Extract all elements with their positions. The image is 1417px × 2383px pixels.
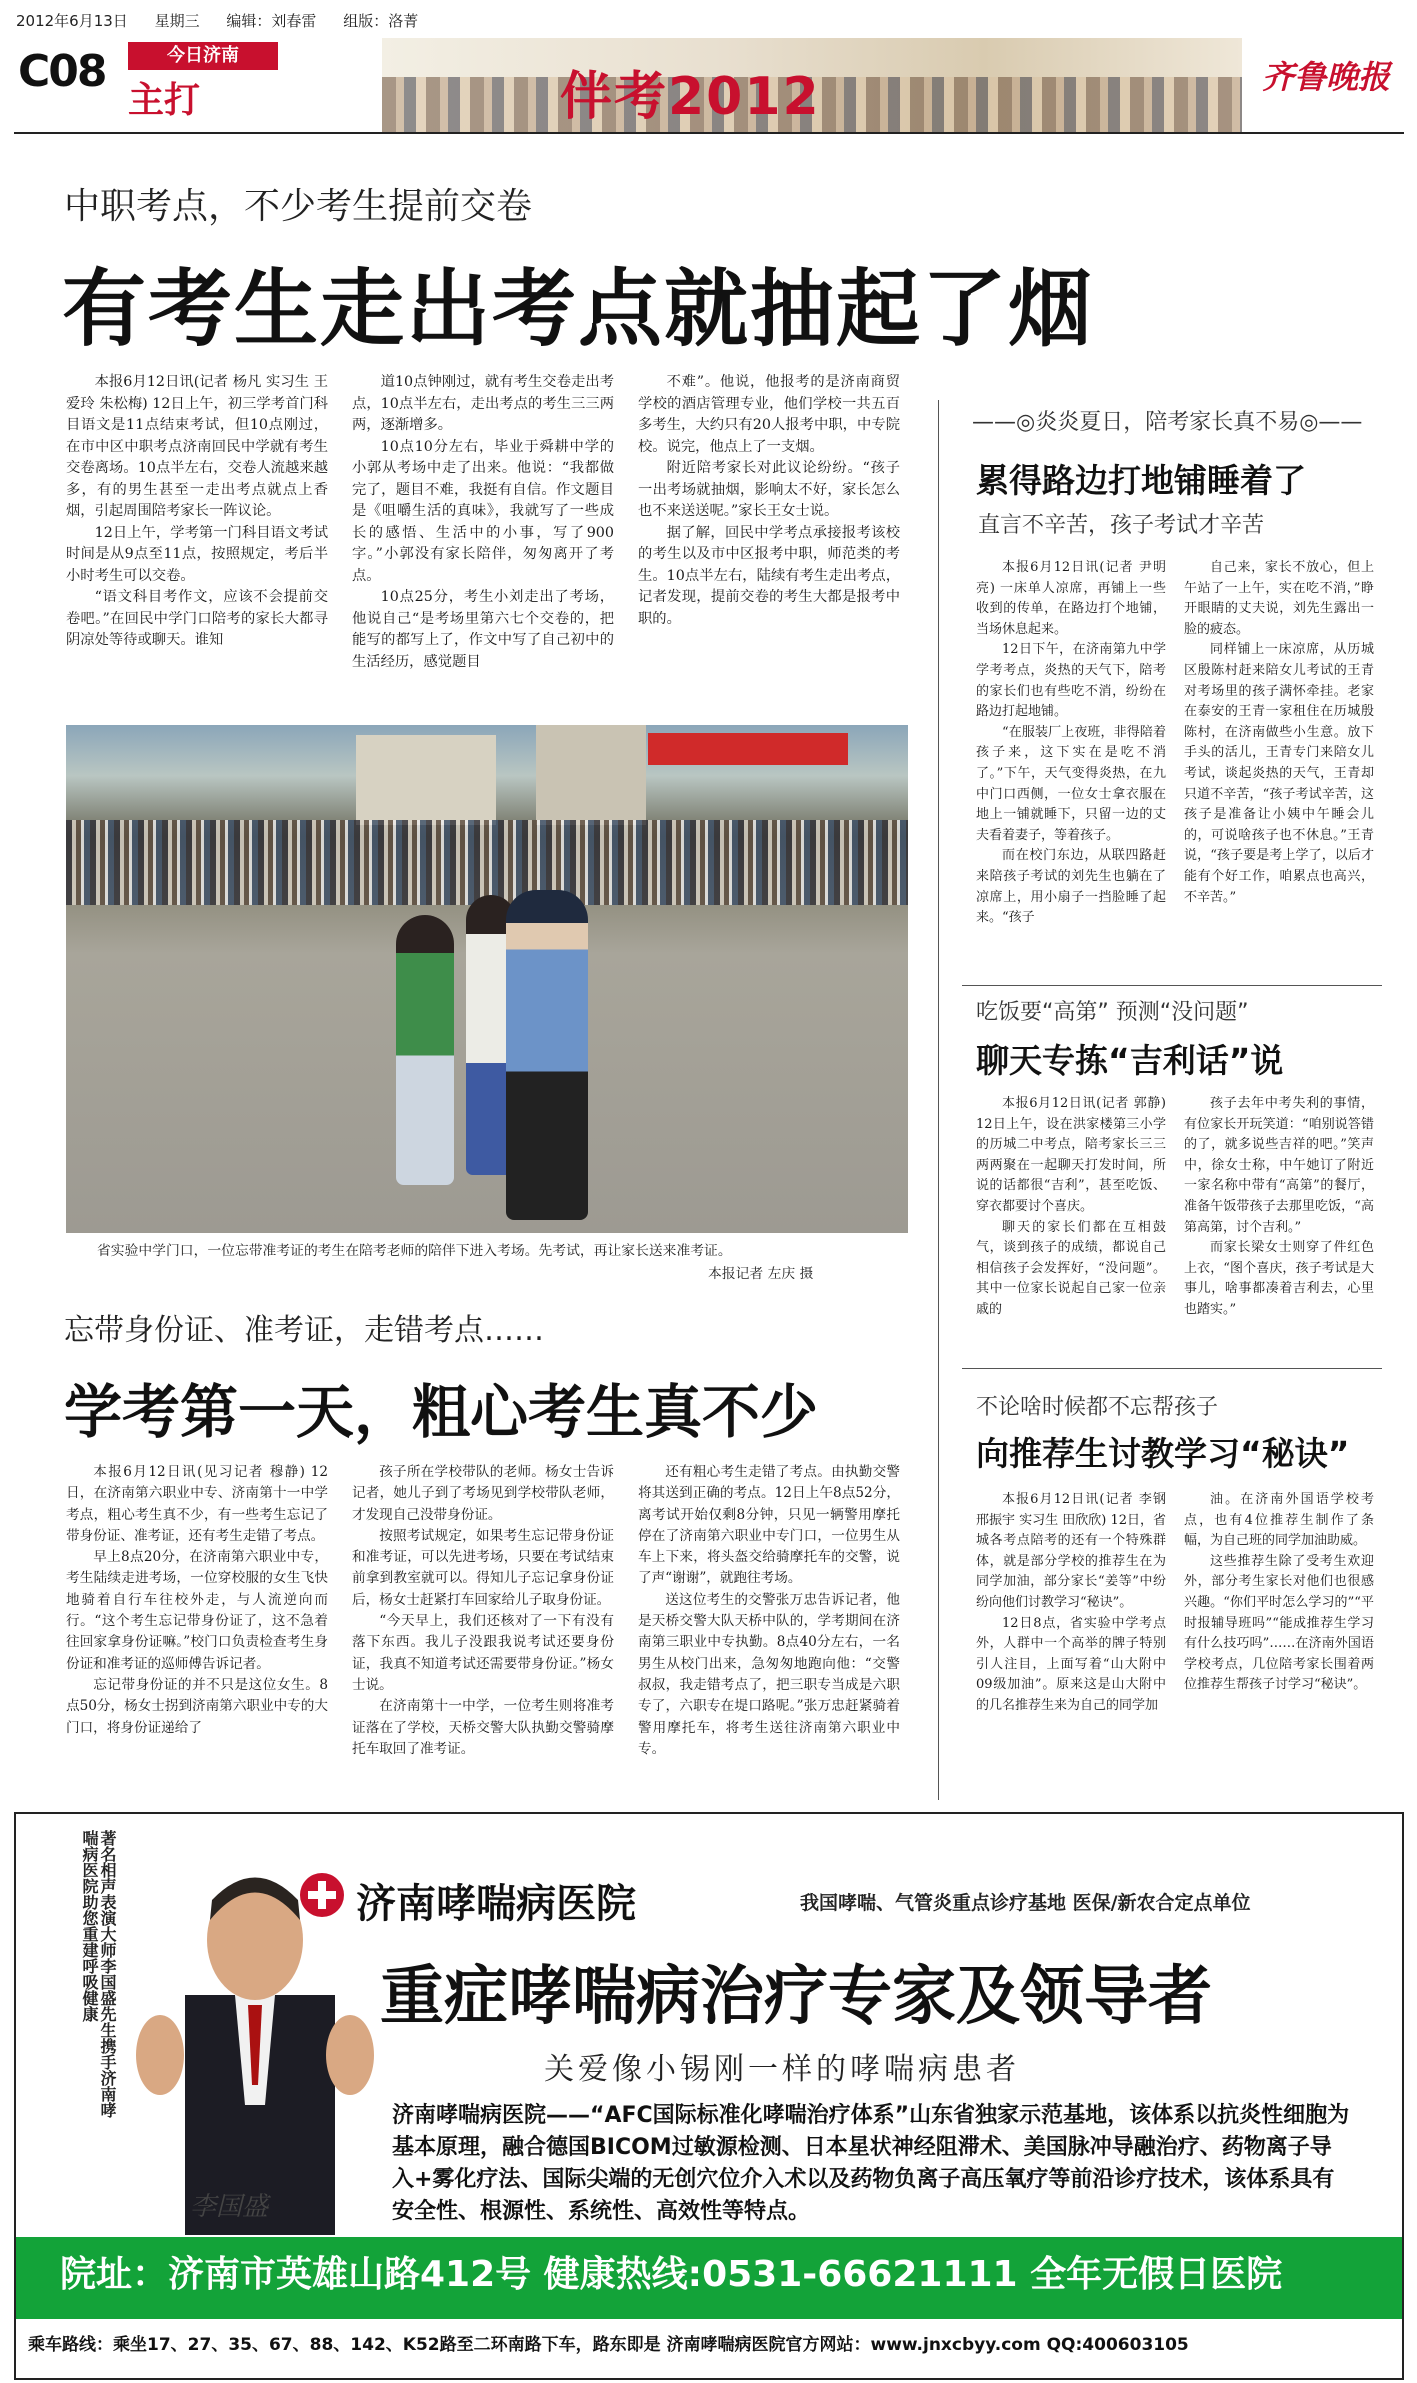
right1-subheadline: 直言不辛苦，孩子考试才辛苦	[978, 513, 1265, 538]
paragraph: 孩子去年中考失利的事情，有位家长开玩笑道：“咱别说答错的了，就多说些吉祥的吧。”笑声中，徐女士称，中午她订了附近一家名称中带有“高第”的餐厅，准备午饭带孩子去那里吃饭，“高第高第，讨个吉利。”	[1184, 1096, 1374, 1235]
photo-building	[356, 735, 496, 825]
paragraph: 聊天的家长们都在互相鼓气，谈到孩子的成绩，都说自己相信孩子会发挥好，“没问题”。其中一位家长说起自己家一位亲戚的	[976, 1219, 1166, 1317]
second-column-3	[638, 1462, 900, 1792]
right2-column-1	[976, 1094, 1166, 1359]
paragraph: 送这位考生的交警张万忠告诉记者，他是天桥交警大队天桥中队的，学考期间在济南第三职业中专执勤。8点40分左右，一名男生从校门出来，急匆匆地跑向他：“交警叔叔，我走错考点了，把三职专当成是六职专了，六职专在堤口路呢。”张万忠赶紧骑着警用摩托车，将考生送往济南第六职业中专。	[638, 1591, 900, 1757]
news-photo	[66, 725, 908, 1233]
red-cross-icon	[300, 1873, 344, 1917]
photo-girl	[396, 915, 454, 1185]
column-divider	[938, 400, 939, 1800]
page-number: C08	[18, 46, 106, 97]
photo-banner	[648, 733, 848, 765]
paragraph: 自己来，家长不放心，但上午站了一上午，实在吃不消，”睁开眼睛的丈夫说，刘先生露出一脸的疲态。	[1184, 560, 1374, 637]
issue-date: 2012年6月13日	[16, 12, 128, 30]
lead-column-2	[352, 372, 614, 692]
paragraph: 本报6月12日讯(记者 尹明亮) 一床单人凉席，再铺上一些收到的传单，在路边打个地铺，当场休息起来。	[976, 560, 1166, 637]
right3-column-2	[1184, 1490, 1374, 1795]
lead-column-1	[66, 372, 328, 692]
ad-subheadline: 关爱像小锡刚一样的哮喘病患者	[544, 2052, 1020, 2087]
paragraph: 本报6月12日讯(见习记者 穆静) 12日，在济南第六职业中专、济南第十一中学考点，粗心考生真不少，有一些考生忘记了带身份证、准考证，还有考生走错了考点。	[66, 1464, 328, 1544]
paragraph: 按照考试规定，如果考生忘记带身份证和准考证，可以先进考场，只要在考试结束前拿到教室就可以。得知儿子忘记拿身份证后，杨女士赶紧打车回家给儿子取身份证。	[352, 1527, 614, 1608]
paragraph: 10点10分左右，毕业于舜耕中学的小郭从考场中走了出来。他说：“我都做完了，题目不难，我挺有自信。作文题目是《咀嚼生活的真味》，我就写了一些成长的感悟、生活中的小事，写了900字。”小郭没有家长陪伴，匆匆离开了考点。	[352, 438, 614, 584]
second-headline: 学考第一天，粗心考生真不少	[64, 1378, 819, 1446]
photo-credit: 本报记者 左庆 摄	[708, 1266, 814, 1282]
section-tag: 今日济南	[128, 42, 278, 70]
ad-vertical-text: 著名相声表演大师李国盛先生携手济南哮喘病医院助您重建呼吸健康	[80, 1830, 117, 2118]
issue-editor: 编辑：刘春雷	[226, 12, 317, 30]
right3-kicker: 不论啥时候都不忘帮孩子	[976, 1395, 1219, 1420]
banner-title: 伴考2012	[560, 67, 821, 127]
right3-column-1	[976, 1490, 1166, 1795]
ad-address-text: 院址：济南市英雄山路412号 健康热线:0531-66621111 全年无假日医院	[60, 2254, 1283, 2295]
paragraph: 不难”。他说，他报考的是济南商贸学校的酒店管理专业，他们学校一共五百多考生，大约只有20人报考中职，中专院校。说完，他点上了一支烟。	[638, 374, 900, 455]
ad-footer: 乘车路线：乘坐17、27、35、67、88、142、K52路至二环南路下车，路东即是 济南哮喘病医院官方网站：www.jnxcbyy.com QQ:400603105	[28, 2335, 1189, 2355]
ad-hospital-name: 济南哮喘病医院	[356, 1881, 636, 1927]
paragraph: 同样铺上一床凉席，从历城区殷陈村赶来陪女儿考试的王青对考场里的孩子满怀牵挂。老家在泰安的王青一家租住在历城殷陈村，在济南做些小生意。放下手头的活儿，王青专门来陪女儿考试，谈起炎热的天气，王青却只道不辛苦，“孩子考试辛苦，这孩子是准备让小姨中午睡会儿的，可说啥孩子也不休息。”王青说，“孩子要是考上学了，以后才能有个好工作，咱累点也高兴，不辛苦。”	[1184, 642, 1374, 905]
doctor-portrait	[130, 1845, 380, 2235]
second-kicker: 忘带身份证、准考证，走错考点……	[64, 1313, 544, 1348]
ad-body: 济南哮喘病医院——“AFC国际标准化哮喘治疗体系”山东省独家示范基地，该体系以抗炎性细胞为基本原理，融合德国BICOM过敏源检测、日本星状神经阻滞术、美国脉冲导融治疗、药物离子导入+雾化疗法、国际尖端的无创穴位介入术以及药物负离子高压氧疗等前沿诊疗技术，该体系具有安全性、根源性、系统性、高效性等特点。	[392, 2103, 1350, 2224]
right1-kicker: ——◎炎炎夏日，陪考家长真不易◎——	[972, 410, 1363, 435]
paragraph: 12日下午，在济南第九中学学考考点，炎热的天气下，陪考的家长们也有些吃不消，纷纷在路边打起地铺。	[976, 642, 1166, 720]
photo-police	[506, 890, 588, 1220]
paragraph: 12日上午，学考第一门科目语文考试时间是从9点至11点，按照规定，考后半小时考生可以交卷。	[66, 524, 328, 584]
photo-crowd	[66, 820, 908, 905]
paragraph: 道10点钟刚过，就有考生交卷走出考点，10点半左右，走出考点的考生三三两两，逐渐增多。	[352, 374, 614, 433]
paragraph: 而在校门东边，从联四路赶来陪孩子考试的刘先生也躺在了凉席上，用小扇子一挡脸睡了起来。“孩子	[976, 848, 1166, 926]
paragraph: 10点25分，考生小刘走出了考场，他说自己“是考场里第六七个交卷的，把能写的都写上了，作文中写了自己初中的生活经历，感觉题目	[352, 589, 614, 670]
second-column-2	[352, 1462, 614, 1792]
right1-headline: 累得路边打地铺睡着了	[976, 461, 1306, 500]
photo-caption: 省实验中学门口，一位忘带准考证的考生在陪考老师的陪伴下进入考场。先考试，再让家长送来准考证。	[97, 1243, 732, 1259]
paragraph: 油。在济南外国语学校考点，也有4位推荐生制作了条幅，为自己班的同学加油助威。	[1184, 1492, 1374, 1549]
paragraph: “语文科目考作文，应该不会提前交卷吧。”在回民中学门口陪考的家长大都寻阴凉处等待或聊天。谁知	[66, 589, 328, 648]
paragraph: 据了解，回民中学考点承接报考该校的考生以及市中区报考中职，师范类的考生。10点半左右，陆续有考生走出考点，记者发现，提前交卷的考生大都是报考中职的。	[638, 524, 900, 627]
page-meta	[16, 10, 440, 31]
lead-kicker: 中职考点，不少考生提前交卷	[64, 186, 533, 227]
paragraph: 忘记带身份证的并不只是这位女生。8点50分，杨女士拐到济南第六职业中专的大门口，将身份证递给了	[66, 1676, 328, 1736]
paragraph: 12日8点，省实验中学考点外，人群中一个高举的牌子特别引人注目，上面写着“山大附中09级加油”。原来这是山大附中的几名推荐生来为自己的同学加	[976, 1615, 1166, 1713]
ad-tagline: 我国哮喘、气管炎重点诊疗基地 医保/新农合定点单位	[800, 1892, 1251, 1914]
paragraph: 附近陪考家长对此议论纷纷。“孩子一出考场就抽烟，影响太不好，家长怎么也不来送送呢。”家长王女士说。	[638, 460, 900, 519]
paragraph: 在济南第十一中学，一位考生则将准考证落在了学校，天桥交警大队执勤交警骑摩托车取回了准考证。	[352, 1698, 614, 1757]
paragraph: 还有粗心考生走错了考点。由执勤交警将其送到正确的考点。12日上午8点52分，离考试开始仅剩8分钟，只见一辆警用摩托停在了济南第六职业中专门口，一位男生从车上下来，将头盔交给骑摩托车的交警，说了声“谢谢”，就跑往考场。	[638, 1464, 900, 1587]
portrait-signature: 李国盛	[190, 2192, 269, 2222]
lead-column-3	[638, 372, 900, 692]
paragraph: 这些推荐生除了受考生欢迎外，部分考生家长对他们也很感兴趣。“你们平时怎么学习的”“平时报辅导班吗”“能成推荐生学习有什么技巧吗”……在济南外国语学校考点，几位陪考家长围着两位推荐生帮孩子讨学习“秘诀”。	[1184, 1553, 1374, 1693]
section-divider	[962, 985, 1382, 986]
section-name: 主打	[128, 80, 201, 121]
issue-layout: 组版：洛菁	[343, 12, 419, 30]
issue-weekday: 星期三	[154, 12, 200, 30]
right2-kicker: 吃饭要“高第” 预测“没问题”	[976, 1000, 1249, 1025]
section-divider	[962, 1368, 1382, 1369]
right2-column-2	[1184, 1094, 1374, 1359]
paragraph: 而家长梁女士则穿了件红色上衣，“图个喜庆，孩子考试是大事儿，啥事都凑着吉利去，心里也踏实。”	[1184, 1240, 1374, 1317]
photo-building	[536, 725, 646, 825]
right1-column-1	[976, 558, 1166, 978]
lead-headline: 有考生走出考点就抽起了烟	[62, 260, 1095, 358]
paragraph: 本报6月12日讯(记者 李钢 邢振宇 实习生 田欣欣) 12日，省城各考点陪考的还有一个特殊群体，就是部分学校的推荐生在为同学加油，部分家长“姜等”中纷纷向他们讨教学习“秘诀”。	[976, 1492, 1166, 1610]
second-column-1	[66, 1462, 328, 1792]
right1-column-2	[1184, 558, 1374, 978]
portrait-thumb-right	[326, 2015, 374, 2095]
paragraph: 孩子所在学校带队的老师。杨女士告诉记者，她儿子到了考场见到学校带队老师，才发现自己没带身份证。	[352, 1464, 614, 1523]
masthead-logo: 齐鲁晚报	[1262, 58, 1391, 96]
portrait-thumb-left	[136, 2015, 184, 2095]
paragraph: “今天早上，我们还核对了一下有没有落下东西。我儿子没跟我说考试还要身份证，我真不知道考试还需要带身份证。”杨女士说。	[352, 1613, 614, 1693]
right2-headline: 聊天专拣“吉利话”说	[976, 1041, 1284, 1080]
paragraph: 本报6月12日讯(记者 杨凡 实习生 王爱玲 朱松梅) 12日上午，初三学考首门科目语文是11点结束考试，但10点刚过，在市中区中职考点济南回民中学就有考生交卷离场。10点半左右，交卷人流越来越多，有的男生甚至一走出考点就点上香烟，引起周围陪考家长一阵议论。	[66, 374, 328, 519]
paragraph: “在服装厂上夜班，非得陪着孩子来，这下实在是吃不消了。”下午，天气变得炎热，在九中门口西侧，一位女士拿衣服在地上一铺就睡下，只留一边的丈夫看着妻子，等着孩子。	[976, 724, 1166, 843]
paragraph: 本报6月12日讯(记者 郭静) 12日上午，设在洪家楼第三小学的历城二中考点，陪考家长三三两两聚在一起聊天打发时间，所说的话都很“吉利”，甚至吃饭、穿衣都要讨个喜庆。	[976, 1096, 1166, 1214]
paragraph: 早上8点20分，在济南第六职业中专，考生陆续走进考场，一位穿校服的女生飞快地骑着自行车往校外走，与人流逆向而行。“这个考生忘记带身份证了，这不急着往回家拿身份证嘛。”校门口负责检查考生身份证和准考证的巡师傅告诉记者。	[66, 1549, 328, 1672]
right3-headline: 向推荐生讨教学习“秘诀”	[976, 1434, 1350, 1473]
ad-headline: 重症哮喘病治疗专家及领导者	[380, 1960, 1212, 2034]
